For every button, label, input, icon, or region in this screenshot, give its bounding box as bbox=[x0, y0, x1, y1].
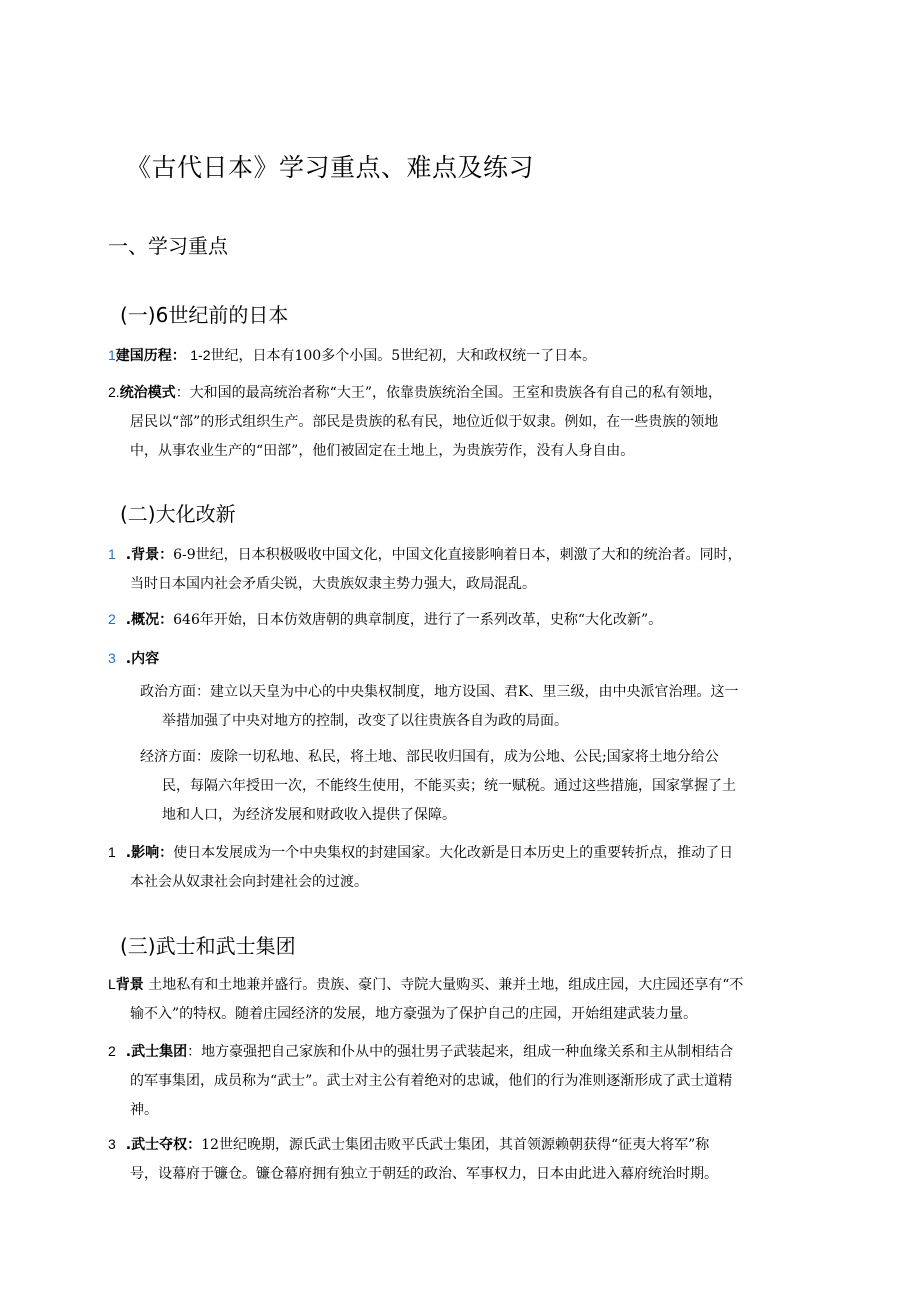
document-title: 《古代日本》学习重点、难点及练习 bbox=[126, 153, 535, 182]
item-text: 废除一切私地、私民，将土地、部民收归国有，成为公地、公民;国家将土地分给公 bbox=[210, 749, 719, 765]
item-label: 建国历程： bbox=[115, 348, 186, 364]
item-number: 1 bbox=[108, 844, 116, 860]
item-label: .背景： bbox=[125, 547, 174, 563]
paragraph-samurai-background bbox=[108, 970, 743, 1029]
subsection-heading-pre-6th-century: (一)6世纪前的日本 bbox=[120, 303, 289, 327]
item-text: 民，每隔六年授田一次，不能终生使用，不能买卖；统一赋税。通过这些措施，国家掌握了土 bbox=[162, 778, 736, 794]
item-number: 1 bbox=[108, 347, 116, 363]
subsection-heading-taika-reform: (二)大化改新 bbox=[120, 502, 236, 526]
item-text: 神。 bbox=[130, 1102, 158, 1118]
item-label: 政治方面： bbox=[140, 684, 210, 700]
item-number: 3 bbox=[108, 650, 116, 666]
item-text: 地和人口，为经济发展和财政收入提供了保障。 bbox=[162, 807, 456, 823]
paragraph-reform-impact bbox=[108, 838, 733, 897]
item-text: 646年开始，日本仿效唐朝的典章制度，进行了一系列改革，史称“大化改新”。 bbox=[173, 612, 663, 628]
item-number: 2. bbox=[108, 384, 120, 400]
item-text: 世纪，日本有100多个小国。5世纪初，大和政权统一了日本。 bbox=[210, 348, 597, 364]
paragraph-governance-model bbox=[108, 378, 722, 466]
item-text: 举措加强了中央对地方的控制，改变了以往贵族各自为政的局面。 bbox=[162, 713, 568, 729]
item-number-text: 1-2 bbox=[190, 347, 211, 363]
item-text: 号，设幕府于镰仓。镰仓幕府拥有独立于朝廷的政治、军事权力，日本由此进入幕府统治时期。 bbox=[130, 1166, 718, 1182]
paragraph-economic-aspect bbox=[140, 743, 736, 830]
item-label: .武士集团 bbox=[125, 1044, 188, 1060]
item-text: 的军事集团，成员称为“武士”。武士对主公有着绝对的忠诚，他们的行为准则逐渐形成了武士道精 bbox=[130, 1073, 733, 1089]
section-heading-key-points: 一、学习重点 bbox=[108, 234, 228, 258]
item-label: .内容 bbox=[125, 651, 160, 667]
item-text: 6-9世纪，日本积极吸收中国文化，中国文化直接影响着日本，刺激了大和的统治者。同时， bbox=[173, 547, 742, 563]
item-label: 统治模式 bbox=[119, 385, 176, 401]
paragraph-samurai-seize-power bbox=[108, 1130, 718, 1189]
item-label: .概况： bbox=[125, 612, 174, 628]
item-number: L bbox=[108, 976, 116, 992]
item-number: 2 bbox=[108, 1043, 116, 1059]
item-text: 当时日本国内社会矛盾尖锐，大贵族奴隶主势力强大，政局混乱。 bbox=[130, 576, 536, 592]
paragraph-reform-overview bbox=[108, 605, 662, 635]
paragraph-reform-background bbox=[108, 540, 742, 599]
item-number: 2 bbox=[108, 611, 116, 627]
item-number: 1 bbox=[108, 546, 116, 562]
item-text: 使日本发展成为一个中央集权的封建国家。大化改新是日本历史上的重要转折点，推动了日 bbox=[173, 845, 734, 861]
item-text: 土地私有和土地兼并盛行。贵族、豪门、寺院大量购买、兼并土地，组成庄园，大庄园还享有“不 bbox=[148, 977, 744, 993]
item-label: .影响： bbox=[125, 845, 174, 861]
item-text: 中，从事农业生产的“田部”，他们被固定在土地上，为贵族劳作，没有人身自由。 bbox=[130, 443, 635, 459]
paragraph-reform-content-heading bbox=[108, 644, 159, 674]
item-label: .武士夺权： bbox=[125, 1137, 202, 1153]
subsection-heading-samurai: (三)武士和武士集团 bbox=[120, 934, 296, 958]
item-text: 本社会从奴隶社会向封建社会的过渡。 bbox=[130, 874, 368, 890]
item-text: 12世纪晚期，源氏武士集团击败平氏武士集团，其首领源赖朝获得“征夷大将军”称 bbox=[201, 1137, 710, 1153]
paragraph-samurai-groups bbox=[108, 1037, 733, 1125]
paragraph-political-aspect bbox=[140, 678, 738, 736]
item-text: ：地方豪强把自己家族和仆从中的强壮男子武装起来，组成一种血缘关系和主从制相结合 bbox=[187, 1044, 734, 1060]
paragraph-founding-history bbox=[108, 341, 596, 371]
item-text: 居民以“部”的形式组织生产。部民是贵族的私有民，地位近似于奴隶。例如，在一些贵族的领地 bbox=[130, 414, 719, 430]
item-label: 经济方面： bbox=[140, 749, 210, 765]
item-number: 3 bbox=[108, 1136, 116, 1152]
item-text: ：大和国的最高统治者称“大王”，依靠贵族统治全国。王室和贵族各有自己的私有领地， bbox=[175, 385, 722, 401]
item-text: 输不入”的特权。随着庄园经济的发展，地方豪强为了保护自己的庄园，开始组建武装力量。 bbox=[130, 1006, 698, 1022]
item-label: 背景 bbox=[115, 977, 144, 993]
item-text: 建立以天皇为中心的中央集权制度，地方设国、君K、里三级，由中央派官治理。这一 bbox=[210, 684, 739, 700]
